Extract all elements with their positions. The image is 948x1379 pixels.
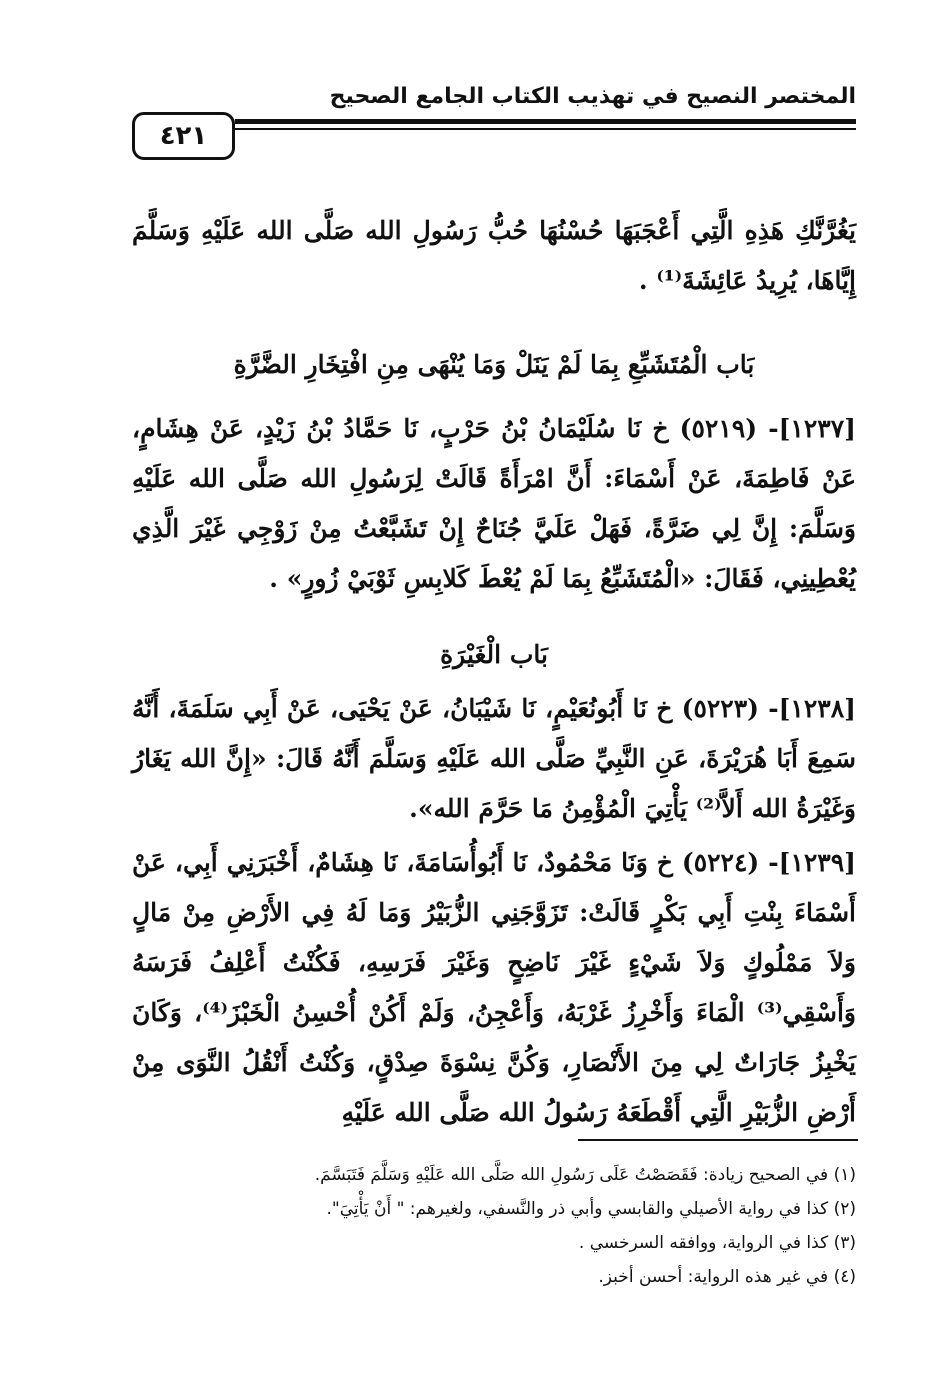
chapter-heading: بَاب الْمُتَشَبِّعِ بِمَا لَمْ يَنَلْ وَمَا يُنْهَى مِنِ افْتِخَارِ الضَّرَّةِ xyxy=(233,350,755,379)
hadith-1238: [١٢٣٨]- (٥٢٢٣) خ نَا أَبُونُعَيْمٍ، نَا شَيْبَانُ، عَنْ يَحْيَى، عَنْ أَبِي سَلَمَةَ، أَنَّهُ سَمِعَ أَبَا هُرَيْرَةَ، عَنِ النَّبِيِّ صَلَّى الله عَلَيْهِ وَسَلَّمَ أَنَّهُ قَالَ: «إِنَّ الله يَغَارُ وَغَيْرَةُ الله أَلاَّ⁽²⁾ يَأْتِيَ الْمُؤْمِنُ مَا حَرَّمَ الله». xyxy=(132,694,856,823)
header-rule-thin xyxy=(235,128,856,130)
running-title: المختصر النصيح في تهذيب الكتاب الجامع الصحيح xyxy=(329,84,856,109)
page-number: ٤٢١ xyxy=(132,112,235,160)
footnote: (٢) كذا في رواية الأصيلي والقابسي وأبي ذر والنَّسفي، ولغيرهم: " أَنْ يَأْتِيَ". xyxy=(326,1199,856,1219)
paragraph-continuation: يَغُرَّنَّكِ هَذِهِ الَّتِي أَعْجَبَهَا حُسْنُهَا حُبُّ رَسُولِ الله صَلَّى الله عَلَيْهِ وَسَلَّمَ إِيَّاهَا، يُرِيدُ عَائِشَةَ⁽¹⁾ . xyxy=(132,216,856,295)
hadith-1237: [١٢٣٧]- (٥٢١٩) خ نَا سُلَيْمَانُ بْنُ حَرْبٍ، نَا حَمَّادُ بْنُ زَيْدٍ، عَنْ هِشَامٍ، عَنْ فَاطِمَةَ، عَنْ أَسْمَاءَ: أَنَّ امْرَأَةً قَالَتْ لِرَسُولِ الله صَلَّى الله عَلَيْهِ وَسَلَّمَ: إِنَّ لِي ضَرَّةً، فَهَلْ عَلَيَّ جُنَاحٌ إِنْ تَشَبَّعْتُ مِنْ زَوْجِي غَيْرَ الَّذِي يُعْطِينِي، فَقَالَ: «الْمُتَشَبِّعُ بِمَا لَمْ يُعْطَ كَلابِسِ ثَوْبَيْ زُورٍ» . xyxy=(132,414,856,593)
footnote: (١) في الصحيح زيادة: فَقَصَصْتُ عَلَى رَسُولِ الله صَلَّى الله عَلَيْهِ وَسَلَّمَ فَتَبَسَّمَ. xyxy=(314,1165,856,1185)
footnote: (٤) في غير هذه الرواية: أحسن أخبز. xyxy=(598,1267,856,1287)
footnote-separator xyxy=(578,1139,858,1141)
footnote: (٣) كذا في الرواية، ووافقه السرخسي . xyxy=(578,1233,856,1253)
hadith-1239: [١٢٣٩]- (٥٢٢٤) خ وَنَا مَحْمُودٌ، نَا أَبُوأُسَامَةَ، نَا هِشَامٌ، أَخْبَرَنِي أَبِي، عَنْ أَسْمَاءَ بِنْتِ أَبِي بَكْرٍ قَالَتْ: تَزَوَّجَنِي الزُّبَيْرُ وَمَا لَهُ فِي الأَرْضِ مِنْ مَالٍ وَلاَ مَمْلُوكٍ وَلاَ شَيْءٍ غَيْرَ نَاضِحٍ وَغَيْرَ فَرَسِهِ، فَكُنْتُ أَعْلِفُ فَرَسَهُ وَأَسْقِي⁽³⁾ الْمَاءَ وَأَخْرِزُ غَرْبَهُ، وَأَعْجِنُ، وَلَمْ أَكُنْ أُحْسِنُ الْخَبْزَ⁽⁴⁾، وَكَانَ يَخْبِزُ جَارَاتٌ لِي مِنَ الأَنْصَارِ، وَكُنَّ نِسْوَةَ صِدْقٍ، وَكُنْتُ أَنْقُلُ النَّوَى مِنْ أَرْضِ الزُّبَيْرِ الَّتِي أَقْطَعَهُ رَسُولُ الله صَلَّى الله عَلَيْهِ xyxy=(132,848,857,1127)
header-rule xyxy=(235,119,856,124)
footnotes xyxy=(132,1158,856,1294)
chapter-heading: بَاب الْغَيْرَةِ xyxy=(440,640,548,669)
